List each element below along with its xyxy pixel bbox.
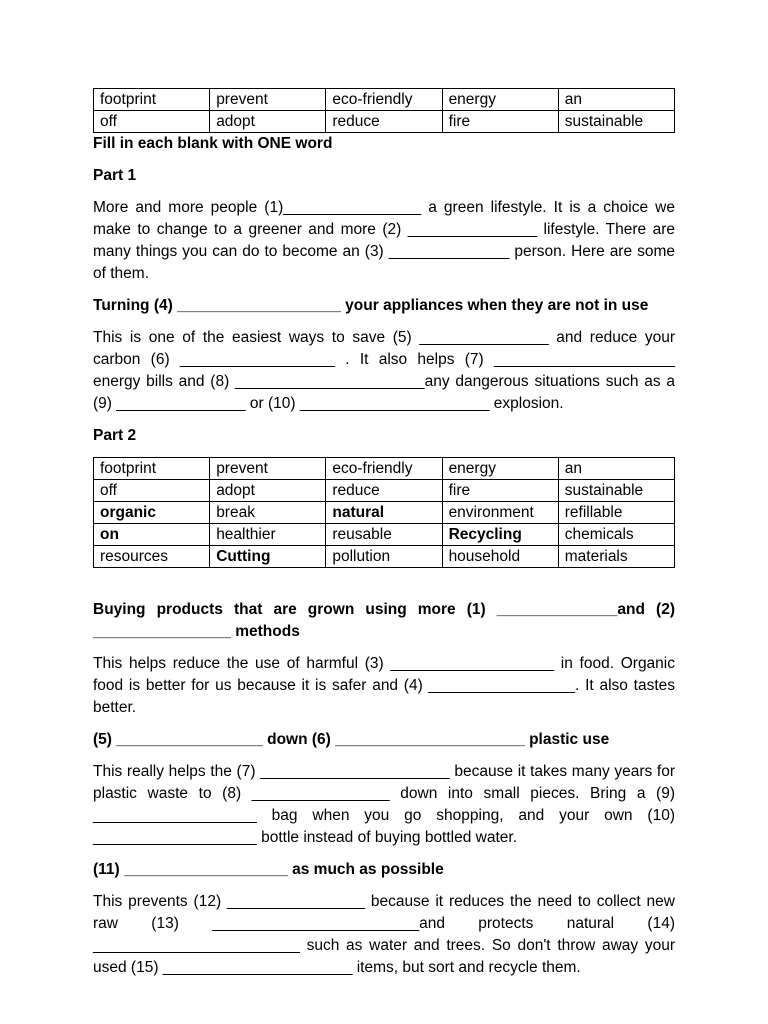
table-cell: fire <box>442 480 558 502</box>
table-row <box>94 458 675 480</box>
table-cell: an <box>558 458 674 480</box>
table-cell: eco-friendly <box>326 458 442 480</box>
part2-subheading-3: (11) ___________________ as much as possible <box>93 861 444 878</box>
part2-subheading-2: (5) _________________ down (6) ______________________ plastic use <box>93 731 610 748</box>
table-cell: Recycling <box>442 524 558 546</box>
instruction-text: Fill in each blank with ONE word <box>93 135 333 152</box>
part2-subheading-1: Buying products that are grown using more (1) ______________and (2) ________________ methods <box>93 601 675 640</box>
part2-paragraph-2: This really helps the (7) ______________________ because it takes many years for plastic waste to (8) ________________ down into small pieces. Bring a (9) ___________________ bag when you go shopping, and your own (10) ___________________ bottle instead of buying bottled water. <box>93 763 675 846</box>
worksheet-content <box>93 88 675 979</box>
table-cell: environment <box>442 502 558 524</box>
table-cell: prevent <box>210 458 326 480</box>
table-cell: footprint <box>94 458 210 480</box>
table-cell: sustainable <box>558 480 674 502</box>
table-cell: pollution <box>326 546 442 568</box>
table-cell: adopt <box>210 111 326 133</box>
table-row <box>94 89 675 111</box>
table-cell: sustainable <box>558 111 674 133</box>
table-cell: healthier <box>210 524 326 546</box>
part2-heading: Part 2 <box>93 427 137 444</box>
table-cell: energy <box>442 89 558 111</box>
table-cell: eco-friendly <box>326 89 442 111</box>
table-cell: natural <box>326 502 442 524</box>
table-cell: prevent <box>210 89 326 111</box>
table-cell: reduce <box>326 111 442 133</box>
part2-paragraph-1: This helps reduce the use of harmful (3) ___________________ in food. Organic food is better for us because it is safer and (4) _________________. It also tastes better. <box>93 655 675 716</box>
table-cell: an <box>558 89 674 111</box>
table-cell: household <box>442 546 558 568</box>
table-cell: reusable <box>326 524 442 546</box>
table-row <box>94 546 675 568</box>
table-cell: on <box>94 524 210 546</box>
table-cell: off <box>94 111 210 133</box>
table-cell: break <box>210 502 326 524</box>
part2-paragraph-3: This prevents (12) ________________ because it reduces the need to collect new raw (13) ________________________and protects natural (14) ________________________ such as water and trees. So don't throw away your used (15) ______________________ items, but sort and recycle them. <box>93 893 675 976</box>
table-cell: materials <box>558 546 674 568</box>
word-bank-table-1 <box>93 88 675 133</box>
table-cell: Cutting <box>210 546 326 568</box>
table-row <box>94 524 675 546</box>
table-row <box>94 111 675 133</box>
table-cell: adopt <box>210 480 326 502</box>
table-cell: footprint <box>94 89 210 111</box>
table-row <box>94 480 675 502</box>
table-cell: resources <box>94 546 210 568</box>
table-cell: refillable <box>558 502 674 524</box>
table-cell: chemicals <box>558 524 674 546</box>
part1-paragraph-1: More and more people (1)________________ a green lifestyle. It is a choice we make to change to a greener and more (2) _______________ lifestyle. There are many things you can do to become an (3) ______________ person. Here are some of them. <box>93 199 675 282</box>
table-cell: reduce <box>326 480 442 502</box>
table-cell: energy <box>442 458 558 480</box>
table-cell: fire <box>442 111 558 133</box>
part1-paragraph-2: This is one of the easiest ways to save (5) _______________ and reduce your carbon (6) __________________ . It also helps (7) _____________________ energy bills and (8) ______________________any dangerous situations such as a (9) _______________ or (10) ______________________ explosion. <box>93 329 675 412</box>
part1-subheading: Turning (4) ___________________ your appliances when they are not in use <box>93 297 649 314</box>
part1-heading: Part 1 <box>93 167 137 184</box>
table-cell: organic <box>94 502 210 524</box>
word-bank-table-2 <box>93 457 675 568</box>
table-row <box>94 502 675 524</box>
table-cell: off <box>94 480 210 502</box>
